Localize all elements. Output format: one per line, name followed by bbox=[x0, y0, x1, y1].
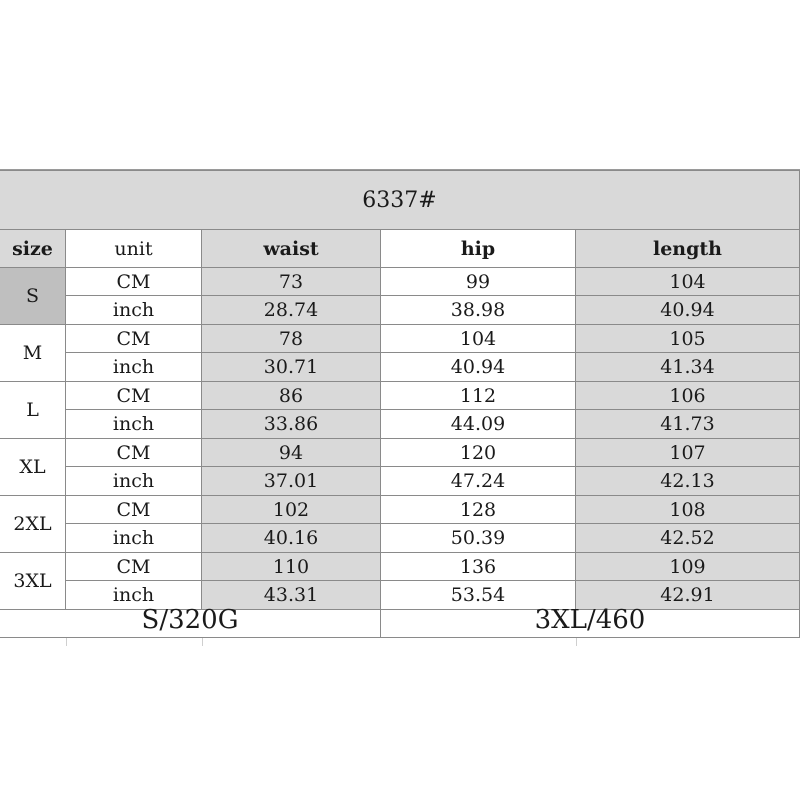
hip-value: 120 bbox=[381, 439, 576, 467]
size-label-3xl: 3XL bbox=[0, 553, 66, 610]
waist-value: 110 bbox=[202, 553, 381, 581]
unit-cell: CM bbox=[66, 439, 202, 467]
length-value: 42.91 bbox=[576, 581, 800, 610]
header-unit: unit bbox=[66, 230, 202, 268]
unit-cell: CM bbox=[66, 382, 202, 410]
unit-cell: inch bbox=[66, 353, 202, 382]
size-label-m: M bbox=[0, 325, 66, 382]
hip-value: 136 bbox=[381, 553, 576, 581]
hip-value: 99 bbox=[381, 268, 576, 296]
size-label-xl: XL bbox=[0, 439, 66, 496]
length-value: 42.52 bbox=[576, 524, 800, 553]
waist-value: 43.31 bbox=[202, 581, 381, 610]
size-chart-table bbox=[0, 170, 800, 638]
length-value: 105 bbox=[576, 325, 800, 353]
hip-value: 128 bbox=[381, 496, 576, 524]
header-hip: hip bbox=[381, 230, 576, 268]
waist-value: 28.74 bbox=[202, 296, 381, 325]
unit-cell: CM bbox=[66, 496, 202, 524]
size-label-l: L bbox=[0, 382, 66, 439]
header-size: size bbox=[0, 230, 66, 268]
unit-cell: CM bbox=[66, 553, 202, 581]
header-length: length bbox=[576, 230, 800, 268]
waist-value: 78 bbox=[202, 325, 381, 353]
length-value: 41.73 bbox=[576, 410, 800, 439]
table-title: 6337# bbox=[0, 170, 800, 230]
waist-value: 94 bbox=[202, 439, 381, 467]
unit-cell: CM bbox=[66, 268, 202, 296]
waist-value: 73 bbox=[202, 268, 381, 296]
waist-value: 33.86 bbox=[202, 410, 381, 439]
hip-value: 104 bbox=[381, 325, 576, 353]
waist-value: 30.71 bbox=[202, 353, 381, 382]
unit-cell: inch bbox=[66, 581, 202, 610]
header-waist: waist bbox=[202, 230, 381, 268]
length-value: 107 bbox=[576, 439, 800, 467]
hip-value: 47.24 bbox=[381, 467, 576, 496]
unit-cell: CM bbox=[66, 325, 202, 353]
length-value: 109 bbox=[576, 553, 800, 581]
length-value: 106 bbox=[576, 382, 800, 410]
footer-weight-large: 3XL/460 bbox=[381, 602, 800, 638]
unit-cell: inch bbox=[66, 296, 202, 325]
length-value: 108 bbox=[576, 496, 800, 524]
unit-cell: inch bbox=[66, 524, 202, 553]
waist-value: 86 bbox=[202, 382, 381, 410]
unit-cell: inch bbox=[66, 410, 202, 439]
size-label-2xl: 2XL bbox=[0, 496, 66, 553]
size-label-s: S bbox=[0, 268, 66, 325]
footer-weight-small: S/320G bbox=[0, 602, 381, 638]
waist-value: 37.01 bbox=[202, 467, 381, 496]
hip-value: 40.94 bbox=[381, 353, 576, 382]
waist-value: 40.16 bbox=[202, 524, 381, 553]
waist-value: 102 bbox=[202, 496, 381, 524]
hip-value: 50.39 bbox=[381, 524, 576, 553]
length-value: 40.94 bbox=[576, 296, 800, 325]
hip-value: 38.98 bbox=[381, 296, 576, 325]
hip-value: 53.54 bbox=[381, 581, 576, 610]
hip-value: 44.09 bbox=[381, 410, 576, 439]
unit-cell: inch bbox=[66, 467, 202, 496]
hip-value: 112 bbox=[381, 382, 576, 410]
length-value: 42.13 bbox=[576, 467, 800, 496]
length-value: 104 bbox=[576, 268, 800, 296]
length-value: 41.34 bbox=[576, 353, 800, 382]
